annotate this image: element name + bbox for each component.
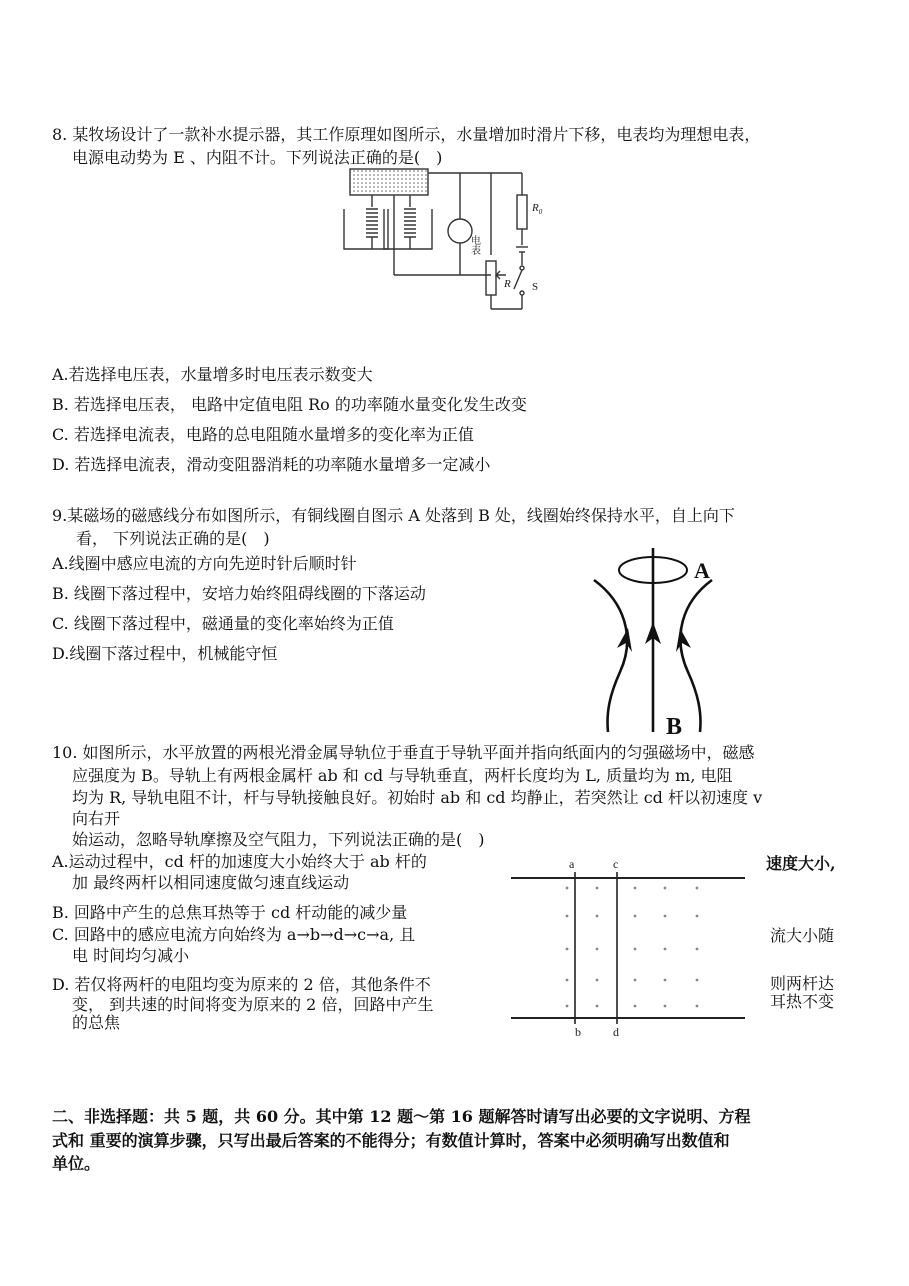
q10-stem-line4: 向右开 — [72, 809, 121, 828]
q10-option-c-line2: 电 时间均匀减小 — [72, 946, 190, 965]
field-dot — [696, 915, 699, 918]
field-dot — [566, 915, 569, 918]
label-b: b — [575, 1025, 581, 1039]
field-dot — [664, 948, 667, 951]
q10-option-a-line2: 加 最终两杆以相同速度做匀速直线运动 — [72, 873, 350, 892]
q8-stem-line1: 8. 某牧场设计了一款补水提示器，其工作原理如图所示，水量增加时滑片下移，电表均为理想电表， — [52, 125, 761, 144]
label-a: a — [569, 857, 575, 871]
field-dot — [634, 887, 637, 890]
q10-rail-diagram — [505, 854, 750, 1040]
spring-left — [366, 209, 378, 237]
field-dot — [596, 948, 599, 951]
q10-option-d-fragment2: 耳热不变 — [770, 992, 835, 1011]
r-label: R — [504, 278, 511, 290]
field-dot — [664, 915, 667, 918]
meter-label: 电表 — [468, 235, 480, 255]
q9-option-a: A.线圈中感应电流的方向先逆时针后顺时针 — [52, 554, 357, 573]
svg-text:R0 — [531, 202, 543, 216]
field-dot — [696, 948, 699, 951]
q10-option-d-line1: D. 若仅将两杆的电阻均变为原来的 2 倍，其他条件不 — [52, 975, 431, 994]
resistor-r0 — [517, 195, 527, 229]
q9-stem-line1: 9.某磁场的磁感线分布如图所示，有铜线圈自图示 A 处落到 B 处，线圈始终保持水平，自上向下 — [52, 506, 735, 525]
rheostat-r — [486, 261, 496, 295]
field-dot — [634, 915, 637, 918]
field-dot — [566, 1005, 569, 1008]
q10-option-d-fragment1: 则两杆达 — [770, 974, 835, 993]
field-dot — [634, 1005, 637, 1008]
q8-stem-line2: 电源电动势为 E 、内阻不计。下列说法正确的是( ) — [72, 148, 443, 167]
q10-stem-line3: 均为 R, 导轨电阻不计，杆与导轨接触良好。初始时 ab 和 cd 均静止，若突然让 cd 杆以初速度 v — [72, 788, 763, 807]
right-field-line — [680, 580, 712, 732]
q10-option-d-line2: 变， 到共速的时间将变为原来的 2 倍，回路中产生 — [72, 995, 434, 1014]
q10-stem-line1: 10. 如图所示，水平放置的两根光滑金属导轨位于垂直于导轨平面并指向纸面内的匀强磁场中，磁感 — [52, 743, 755, 762]
field-dot — [696, 887, 699, 890]
q8-option-b: B. 若选择电压表， 电路中定值电阻 Ro 的功率随水量变化发生改变 — [52, 395, 527, 414]
field-dot — [664, 979, 667, 982]
label-b: B — [666, 714, 683, 738]
section2-line3: 单位。 — [52, 1154, 101, 1173]
r0-label: R — [532, 202, 539, 214]
q10-option-a-line1: A.运动过程中，cd 杆的加速度大小始终大于 ab 杆的 — [52, 852, 427, 871]
magnetic-field-dots — [566, 887, 699, 1008]
field-dot — [664, 887, 667, 890]
field-dot — [634, 948, 637, 951]
q8-option-d: D. 若选择电流表，滑动变阻器消耗的功率随水量增多一定减小 — [52, 455, 491, 474]
label-d: d — [613, 1025, 619, 1039]
q9-magnetic-field-diagram — [580, 542, 730, 738]
q10-stem-line2: 应强度为 B。导轨上有两根金属杆 ab 和 cd 与导轨垂直，两杆长度均为 L, 质量均为 m, 电阻 — [72, 766, 733, 785]
field-dot — [566, 887, 569, 890]
field-dot — [696, 1005, 699, 1008]
field-dot — [634, 979, 637, 982]
field-dot — [596, 915, 599, 918]
field-dot — [696, 979, 699, 982]
field-dot — [566, 948, 569, 951]
q10-option-c-fragment: 流大小随 — [770, 926, 835, 945]
field-dot — [596, 887, 599, 890]
q8-option-c: C. 若选择电流表，电路的总电阻随水量增多的变化率为正值 — [52, 425, 474, 444]
field-dot — [664, 1005, 667, 1008]
q10-option-d-line3: 的总焦 — [72, 1013, 121, 1032]
label-c: c — [613, 857, 619, 871]
q9-option-b: B. 线圈下落过程中，安培力始终阻碍线圈的下落运动 — [52, 584, 426, 603]
q9-option-d: D.线圈下落过程中，机械能守恒 — [52, 644, 278, 663]
q9-stem-line2: 看， 下列说法正确的是( ) — [76, 529, 270, 548]
section2-line1: 二、非选择题：共 5 题，共 60 分。其中第 12 题～第 16 题解答时请写出必要的文字说明、方程 — [52, 1107, 751, 1126]
water-tank — [350, 169, 428, 195]
section2-line2: 式和 重要的演算步骤，只写出最后答案的不能得分；有数值计算时，答案中必须明确写出数值和 — [52, 1131, 730, 1150]
switch-label: S — [532, 281, 539, 293]
arrow-right — [676, 628, 691, 652]
left-field-line — [594, 580, 627, 732]
q8-circuit-diagram — [336, 165, 546, 313]
q10-option-a-fragment: 速度大小, — [766, 854, 836, 873]
spring-right — [404, 209, 416, 237]
q10-option-c-line1: C. 回路中的感应电流方向始终为 a→b→d→c→a, 且 — [52, 925, 416, 944]
r0-subscript: 0 — [538, 208, 543, 216]
q10-stem-line5: 始运动，忽略导轨摩擦及空气阻力，下列说法正确的是( ) — [72, 830, 485, 849]
field-dot — [566, 979, 569, 982]
q8-option-a: A.若选择电压表，水量增多时电压表示数变大 — [52, 365, 373, 384]
field-dot — [596, 979, 599, 982]
q10-option-b: B. 回路中产生的总焦耳热等于 cd 杆动能的减少量 — [52, 903, 408, 922]
arrow-left — [617, 628, 632, 652]
q9-option-c: C. 线圈下落过程中，磁通量的变化率始终为正值 — [52, 614, 394, 633]
label-a: A — [694, 558, 710, 583]
field-dot — [596, 1005, 599, 1008]
